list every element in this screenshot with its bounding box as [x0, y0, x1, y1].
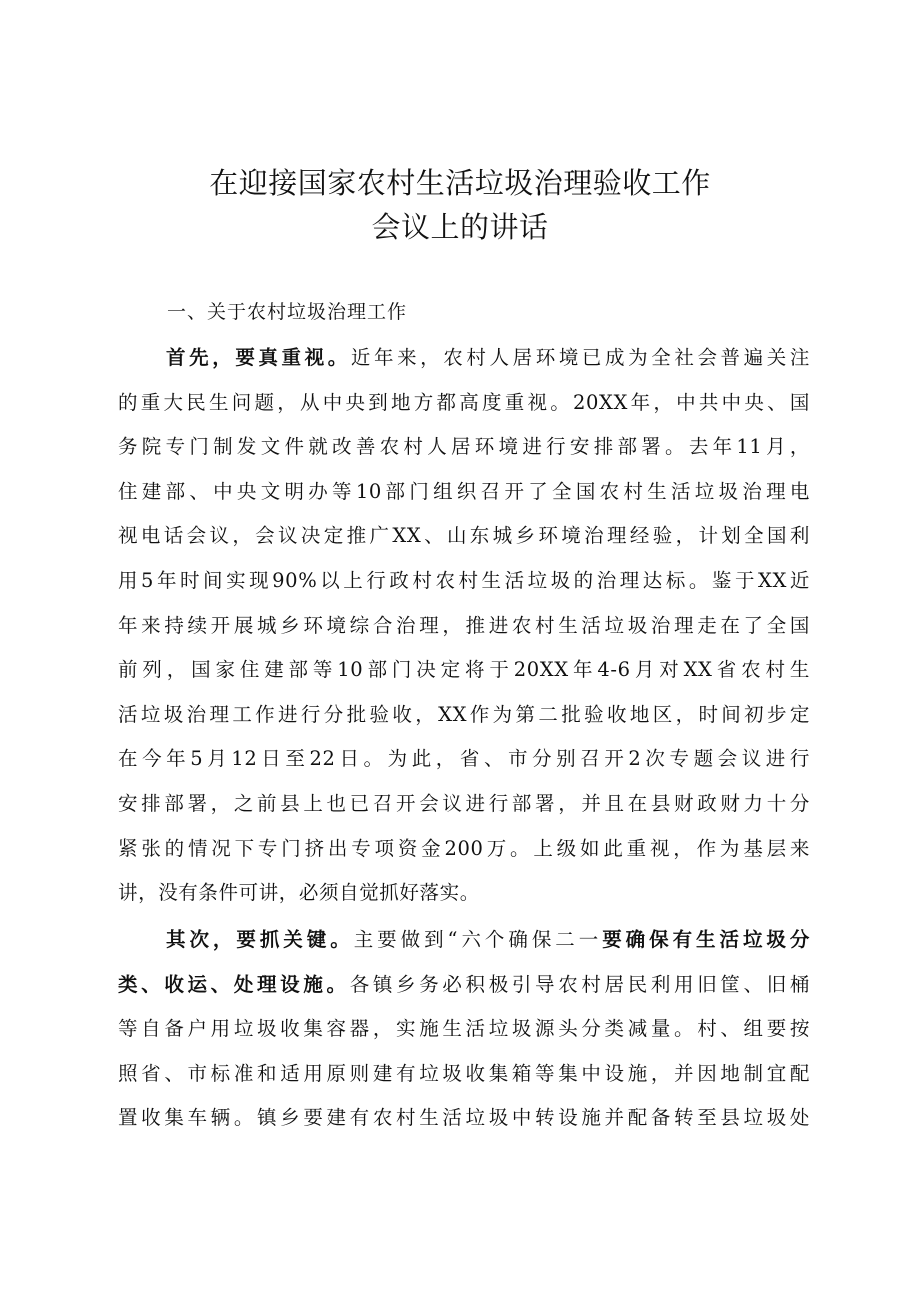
paragraph-line: 在今年5月12日至22日。为此，省、市分别召开2次专题会议进行 [118, 747, 810, 771]
paragraph-line: 首先，要真重视。近年来，农村人居环境已成为全社会普遍关注 [166, 346, 810, 369]
paragraph-lead: 其次，要抓关键。 [166, 928, 354, 951]
paragraph-line: 讲，没有条件可讲，必须自觉抓好落实。 [118, 881, 480, 905]
paragraph-line: 其次，要抓关键。主要做到“六个确保二一要确保有生活垃圾分 [166, 928, 810, 951]
paragraph-2 [118, 918, 810, 1141]
paragraph-line: 的重大民生问题，从中央到地方都高度重视。20XX年，中共中央、国 [118, 390, 810, 414]
paragraph-line: 住建部、中央文明办等10部门组织召开了全国农村生活垃圾治理电 [118, 479, 810, 503]
paragraph-1 [118, 336, 810, 916]
paragraph-line: 紧张的情况下专门挤出专项资金200万。上级如此重视，作为基层来 [118, 836, 810, 860]
document-title-line-2: 会议上的讲话 [371, 210, 549, 244]
paragraph-line: 等自备户用垃圾收集容器，实施生活垃圾源头分类减量。村、组要按 [118, 1017, 810, 1041]
paragraph-line: 年来持续开展城乡环境综合治理，推进农村生活垃圾治理走在了全国 [118, 613, 810, 637]
paragraph-line: 视电话会议，会议决定推广XX、山东城乡环境治理经验，计划全国利 [118, 524, 810, 548]
paragraph-line: 照省、市标准和适用原则建有垃圾收集箱等集中设施，并因地制宜配 [118, 1061, 810, 1085]
paragraph-line: 活垃圾治理工作进行分批验收，XX作为第二批验收地区，时间初步定 [118, 702, 810, 726]
section-heading: 一、关于农村垃圾治理工作 [167, 301, 408, 323]
paragraph-line: 安排部署，之前县上也已召开会议进行部署，并且在县财政财力十分 [118, 791, 810, 815]
paragraph-line: 置收集车辆。镇乡要建有农村生活垃圾中转设施并配备转至县垃圾处 [118, 1106, 810, 1130]
paragraph-line: 前列，国家住建部等10部门决定将于20XX年4-6月对XX省农村生 [118, 658, 810, 682]
document-title-line-1: 在迎接国家农村生活垃圾治理验收工作 [209, 166, 711, 200]
paragraph-line: 务院专门制发文件就改善农村人居环境进行安排部署。去年11月， [118, 435, 810, 459]
paragraph-line: 用5年时间实现90%以上行政村农村生活垃圾的治理达标。鉴于XX近 [118, 568, 810, 592]
paragraph-line: 类、收运、处理设施。各镇乡务必积极引导农村居民利用旧筐、旧桶 [118, 972, 810, 996]
paragraph-lead: 首先，要真重视。 [166, 346, 351, 369]
